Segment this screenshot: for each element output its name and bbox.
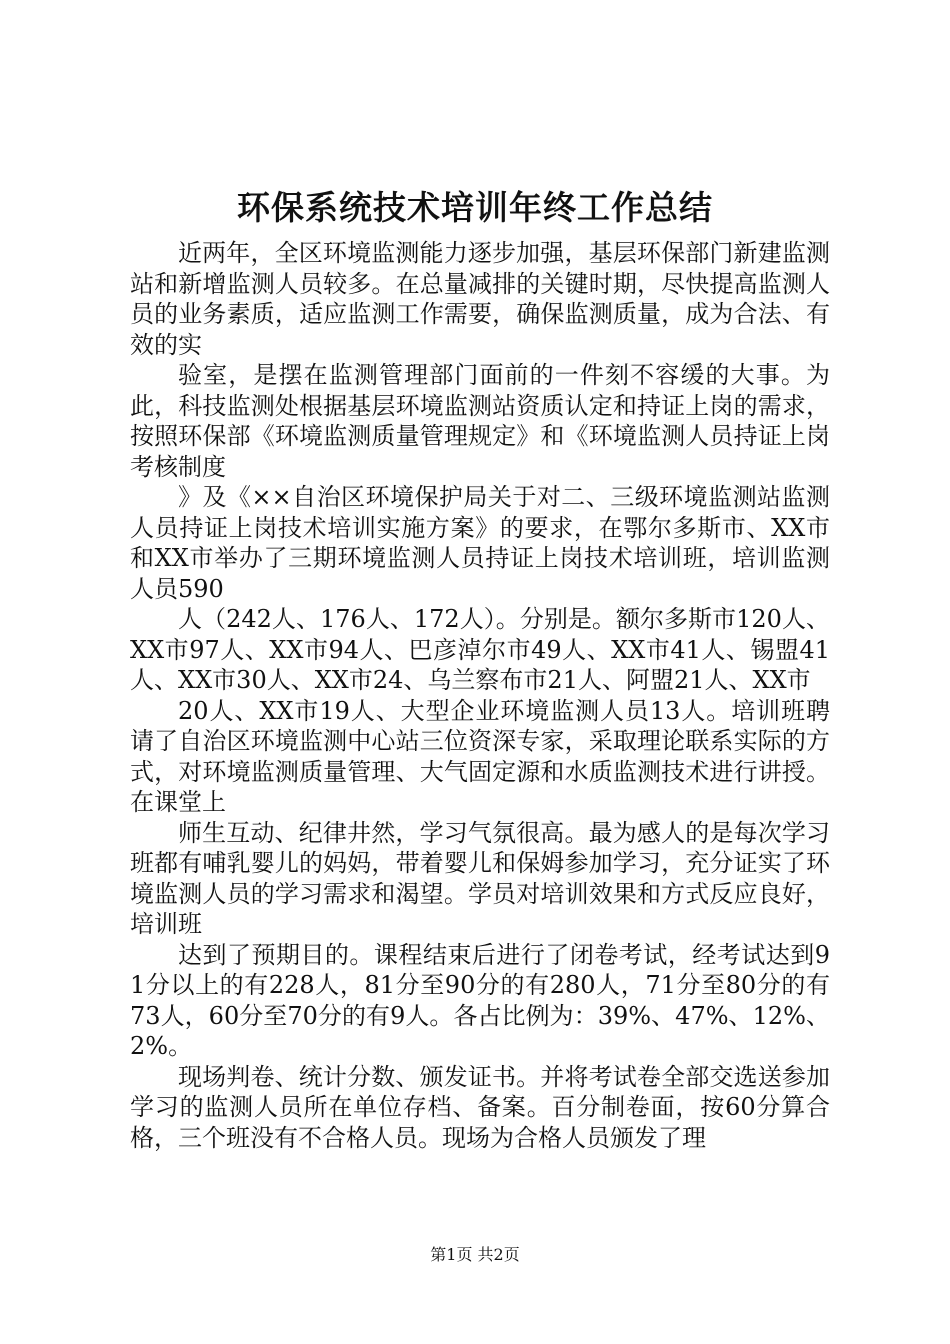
document-title: 环保系统技术培训年终工作总结 — [237, 188, 713, 227]
paragraph: 近两年，全区环境监测能力逐步加强，基层环保部门新建监测站和新增监测人员较多。在总量减排的关键时期，尽快提高监测人员的业务素质，适应监测工作需要，确保监测质量，成为合法、有效的实 — [130, 239, 830, 359]
paragraph: 验室，是摆在监测管理部门面前的一件刻不容缓的大事。为此，科技监测处根据基层环境监测站资质认定和持证上岗的需求，按照环保部《环境监测质量管理规定》和《环境监测人员持证上岗考核制度 — [130, 361, 830, 481]
paragraph: 达到了预期目的。课程结束后进行了闭卷考试，经考试达到91分以上的有228人，81分至90分的有280人，71分至80分的有73人，60分至70分的有9人。各占比例为：39%、47%、12%、2%。 — [130, 940, 830, 1060]
paragraph: 人（242人、176人、172人）。分别是。额尔多斯市120人、XX市97人、XX市94人、巴彦淖尔市49人、XX市41人、锡盟41人、XX市30人、XX市24、乌兰察布市21人、阿盟21人、XX市 — [130, 605, 830, 694]
paragraph: 师生互动、纪律井然，学习气氛很高。最为感人的是每次学习班都有哺乳婴儿的妈妈，带着婴儿和保姆参加学习，充分证实了环境监测人员的学习需求和渴望。学员对培训效果和方式反应良好，培训班 — [130, 818, 830, 938]
paragraph: 现场判卷、统计分数、颁发证书。并将考试卷全部交选送参加学习的监测人员所在单位存档、备案。百分制卷面，按60分算合格，三个班没有不合格人员。现场为合格人员颁发了理 — [130, 1062, 830, 1152]
document-body — [130, 238, 830, 1153]
paragraph: 》及《××自治区环境保护局关于对二、三级环境监测站监测人员持证上岗技术培训实施方案》的要求，在鄂尔多斯市、XX市和XX市举办了三期环境监测人员持证上岗技术培训班，培训监测人员590 — [130, 483, 830, 603]
page-number-footer: 第1页 共2页 — [430, 1245, 520, 1264]
paragraph: 20人、XX市19人、大型企业环境监测人员13人。培训班聘请了自治区环境监测中心站三位资深专家，采取理论联系实际的方式，对环境监测质量管理、大气固定源和水质监测技术进行讲授。在课堂上 — [130, 696, 830, 816]
